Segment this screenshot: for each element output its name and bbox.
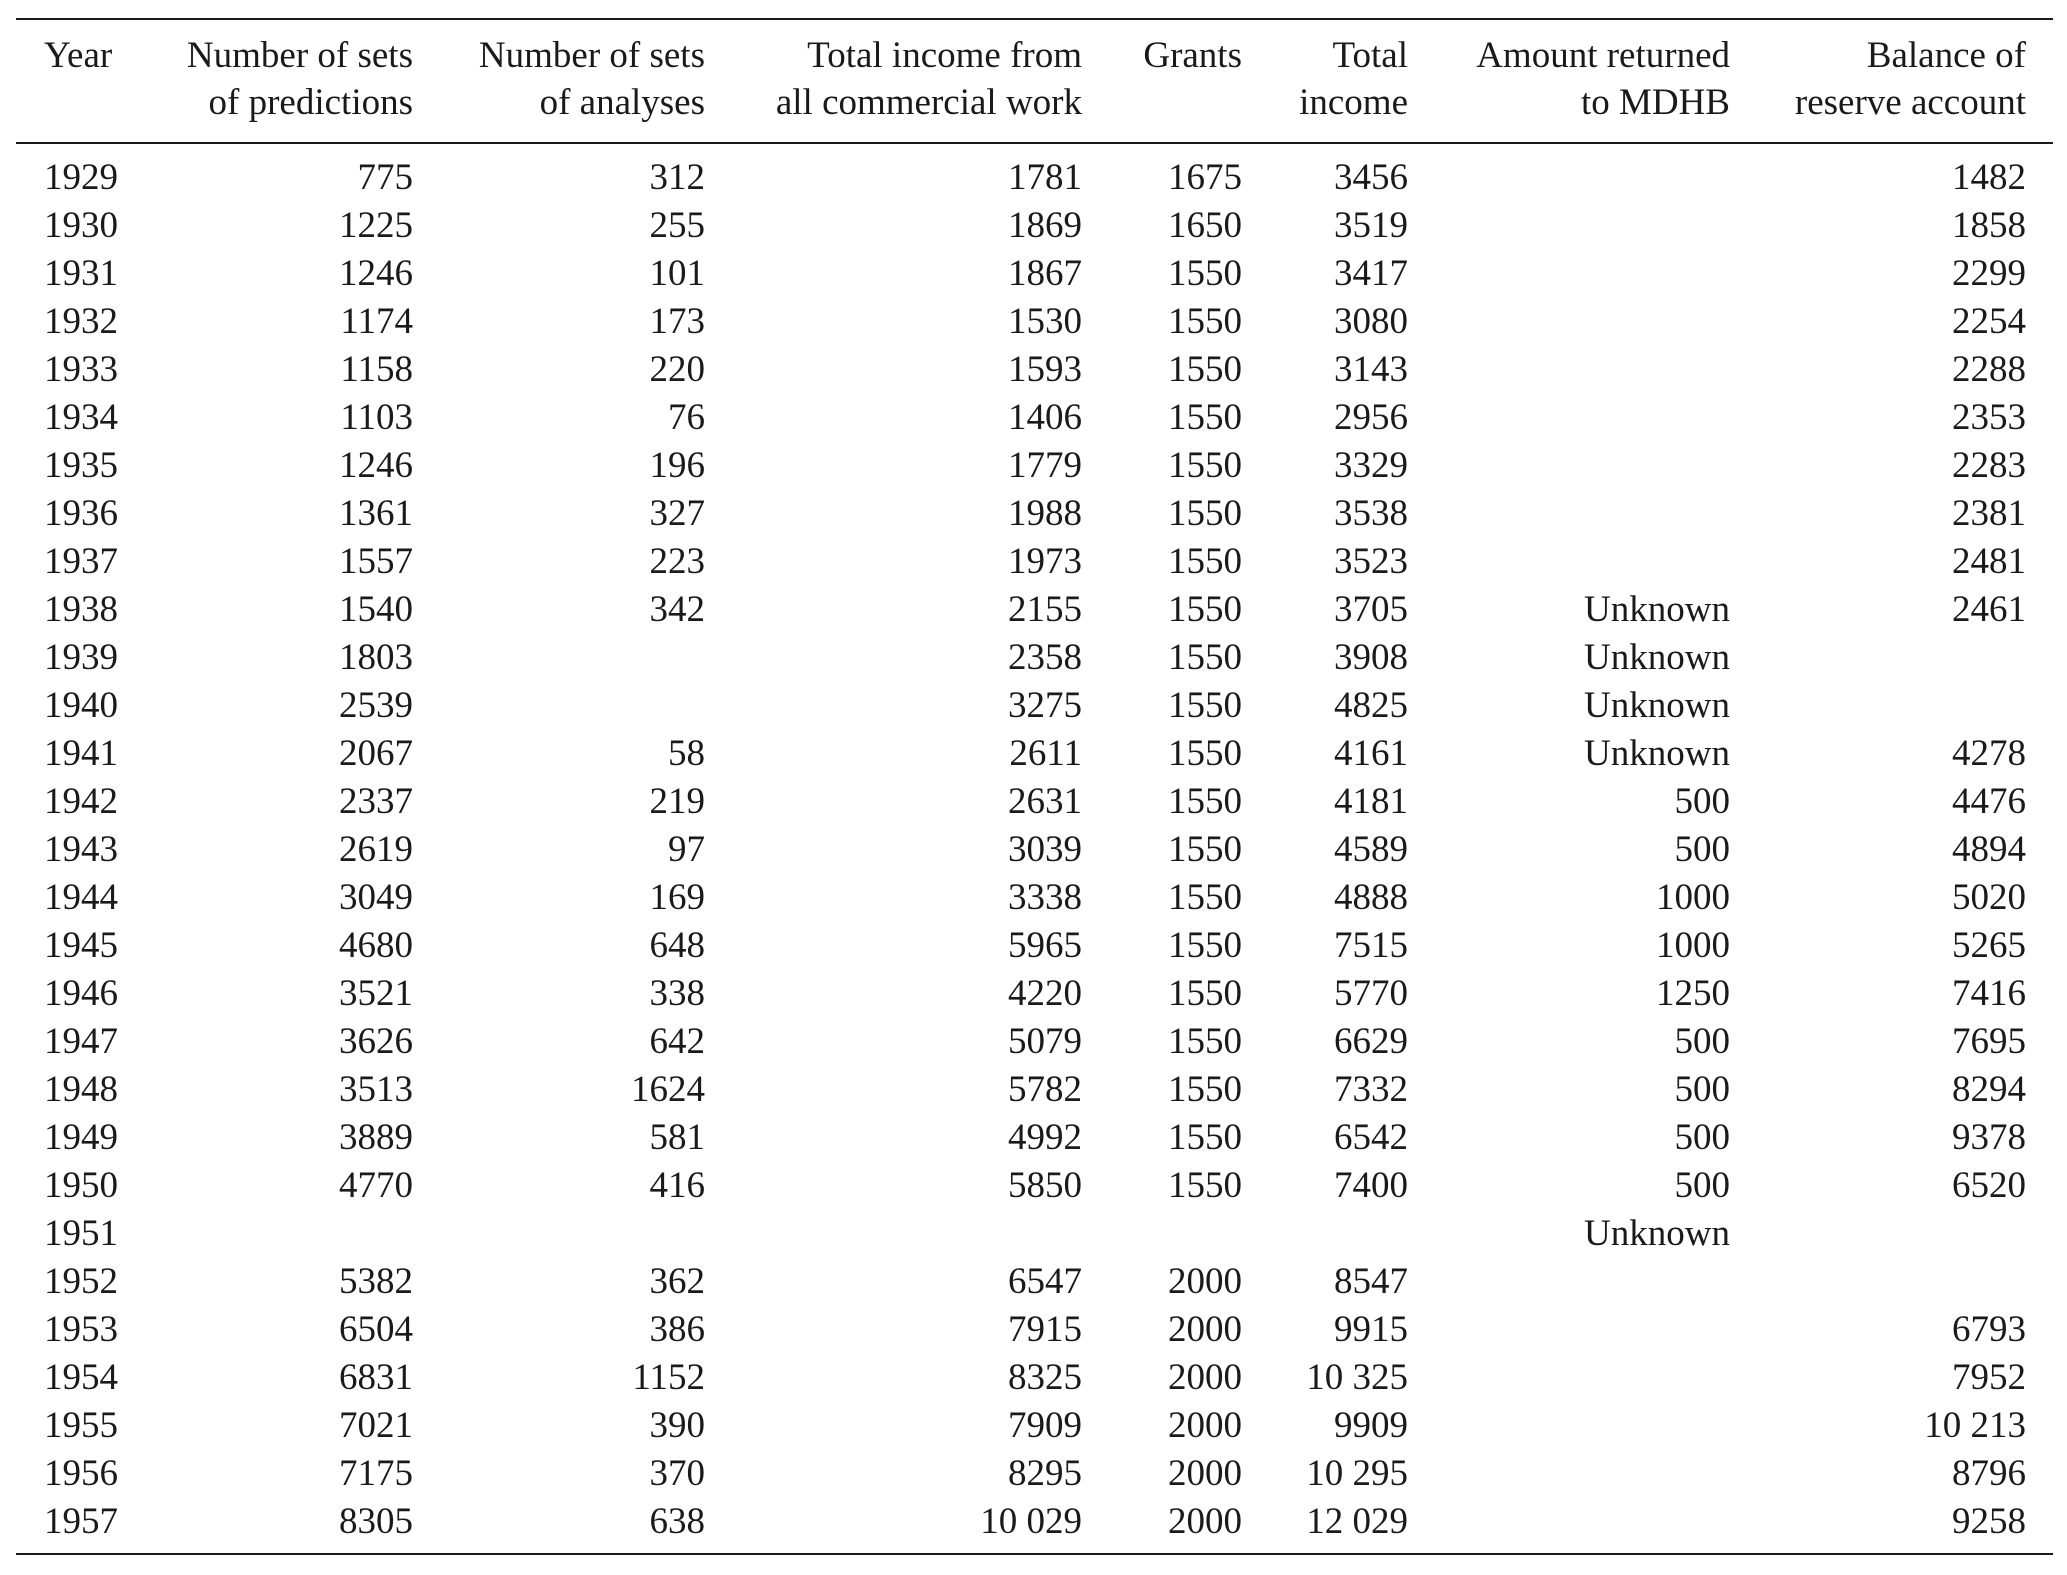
table-row: [0, 586, 2067, 634]
cell-year: 1943: [44, 829, 118, 870]
cell-year: 1929: [44, 157, 118, 198]
cell-total-income: 4181: [1334, 781, 1408, 822]
cell-reserve-balance: 9378: [1952, 1117, 2026, 1158]
cell-year: 1932: [44, 301, 118, 342]
cell-commercial-income: 1593: [1008, 349, 1082, 390]
cell-predictions: 1540: [339, 589, 413, 630]
cell-grants: 1550: [1168, 925, 1242, 966]
cell-reserve-balance: 8796: [1952, 1453, 2026, 1494]
cell-grants: 2000: [1168, 1357, 1242, 1398]
cell-predictions: 1103: [340, 397, 413, 438]
cell-year: 1940: [44, 685, 118, 726]
cell-predictions: 1361: [339, 493, 413, 534]
table-row: [0, 490, 2067, 538]
cell-commercial-income: 1869: [1008, 205, 1082, 246]
table-row: [0, 682, 2067, 730]
cell-total-income: 6542: [1334, 1117, 1408, 1158]
cell-analyses: 58: [668, 733, 705, 774]
cell-predictions: 775: [357, 157, 413, 198]
cell-commercial-income: 4220: [1008, 973, 1082, 1014]
cell-year: 1942: [44, 781, 118, 822]
cell-predictions: 8305: [339, 1501, 413, 1542]
cell-reserve-balance: 2254: [1952, 301, 2026, 342]
cell-analyses: 196: [649, 445, 705, 486]
cell-total-income: 6629: [1334, 1021, 1408, 1062]
cell-year: 1949: [44, 1117, 118, 1158]
table-row: [0, 250, 2067, 298]
cell-commercial-income: 2155: [1008, 589, 1082, 630]
cell-grants: 1675: [1168, 157, 1242, 198]
cell-predictions: 1246: [339, 253, 413, 294]
cell-returned-mdhb: 1000: [1656, 877, 1730, 918]
cell-reserve-balance: 7695: [1952, 1021, 2026, 1062]
cell-returned-mdhb: Unknown: [1584, 733, 1730, 774]
cell-year: 1952: [44, 1261, 118, 1302]
cell-commercial-income: 3275: [1008, 685, 1082, 726]
cell-commercial-income: 5079: [1008, 1021, 1082, 1062]
header-commercial-income: Total income from all commercial work: [775, 35, 1082, 123]
cell-reserve-balance: 2481: [1952, 541, 2026, 582]
cell-analyses: 173: [649, 301, 705, 342]
cell-total-income: 4161: [1334, 733, 1408, 774]
cell-reserve-balance: 6520: [1952, 1165, 2026, 1206]
cell-commercial-income: 5782: [1008, 1069, 1082, 1110]
cell-grants: 2000: [1168, 1261, 1242, 1302]
cell-total-income: 3456: [1334, 157, 1408, 198]
table-row: [0, 346, 2067, 394]
cell-grants: 1550: [1168, 397, 1242, 438]
cell-total-income: 4825: [1334, 685, 1408, 726]
table-row: [0, 1066, 2067, 1114]
table-row: [0, 634, 2067, 682]
cell-commercial-income: 1781: [1008, 157, 1082, 198]
table-row: [0, 1498, 2067, 1546]
table-row: [0, 442, 2067, 490]
table-row: [0, 1306, 2067, 1354]
cell-predictions: 6831: [339, 1357, 413, 1398]
cell-returned-mdhb: 1000: [1656, 925, 1730, 966]
cell-year: 1957: [44, 1501, 118, 1542]
cell-analyses: 362: [649, 1261, 705, 1302]
cell-analyses: 642: [649, 1021, 705, 1062]
cell-analyses: 581: [649, 1117, 705, 1158]
cell-commercial-income: 8295: [1008, 1453, 1082, 1494]
header-rule: [16, 142, 2053, 144]
cell-reserve-balance: 10 213: [1924, 1405, 2026, 1446]
cell-predictions: 3889: [339, 1117, 413, 1158]
cell-total-income: 3417: [1334, 253, 1408, 294]
cell-total-income: 3143: [1334, 349, 1408, 390]
cell-total-income: 3519: [1334, 205, 1408, 246]
cell-reserve-balance: 8294: [1952, 1069, 2026, 1110]
cell-total-income: 5770: [1334, 973, 1408, 1014]
cell-grants: 1550: [1168, 445, 1242, 486]
cell-reserve-balance: 7416: [1952, 973, 2026, 1014]
cell-analyses: 648: [649, 925, 705, 966]
table-row: [0, 874, 2067, 922]
table-row: [0, 730, 2067, 778]
top-rule: [16, 18, 2053, 20]
cell-returned-mdhb: Unknown: [1584, 1213, 1730, 1254]
cell-year: 1933: [44, 349, 118, 390]
cell-year: 1937: [44, 541, 118, 582]
cell-returned-mdhb: 500: [1674, 1069, 1730, 1110]
cell-analyses: 370: [649, 1453, 705, 1494]
cell-returned-mdhb: 1250: [1656, 973, 1730, 1014]
cell-reserve-balance: 4894: [1952, 829, 2026, 870]
cell-reserve-balance: 2381: [1952, 493, 2026, 534]
cell-grants: 1550: [1168, 877, 1242, 918]
cell-commercial-income: 1973: [1008, 541, 1082, 582]
cell-grants: 1550: [1168, 1069, 1242, 1110]
table-row: [0, 298, 2067, 346]
cell-reserve-balance: 5265: [1952, 925, 2026, 966]
cell-year: 1938: [44, 589, 118, 630]
cell-year: 1944: [44, 877, 118, 918]
cell-reserve-balance: 4476: [1952, 781, 2026, 822]
cell-grants: 1550: [1168, 829, 1242, 870]
cell-predictions: 4680: [339, 925, 413, 966]
cell-analyses: 638: [649, 1501, 705, 1542]
header-row: [0, 32, 2067, 132]
cell-commercial-income: 2358: [1008, 637, 1082, 678]
header-grants: Grants: [1143, 35, 1242, 76]
cell-analyses: 101: [649, 253, 705, 294]
cell-commercial-income: 5850: [1008, 1165, 1082, 1206]
table-row: [0, 1210, 2067, 1258]
cell-total-income: 9915: [1334, 1309, 1408, 1350]
cell-predictions: 2337: [339, 781, 413, 822]
cell-year: 1951: [44, 1213, 118, 1254]
cell-year: 1931: [44, 253, 118, 294]
cell-total-income: 3908: [1334, 637, 1408, 678]
cell-commercial-income: 8325: [1008, 1357, 1082, 1398]
cell-analyses: 390: [649, 1405, 705, 1446]
cell-returned-mdhb: 500: [1674, 781, 1730, 822]
cell-commercial-income: 1988: [1008, 493, 1082, 534]
cell-grants: 1550: [1168, 685, 1242, 726]
cell-grants: 1550: [1168, 301, 1242, 342]
cell-predictions: 6504: [339, 1309, 413, 1350]
table-row: [0, 778, 2067, 826]
cell-grants: 1650: [1168, 205, 1242, 246]
cell-predictions: 1246: [339, 445, 413, 486]
cell-year: 1935: [44, 445, 118, 486]
cell-analyses: 255: [649, 205, 705, 246]
cell-predictions: 3521: [339, 973, 413, 1014]
cell-grants: 1550: [1168, 541, 1242, 582]
cell-analyses: 416: [649, 1165, 705, 1206]
cell-total-income: 4589: [1334, 829, 1408, 870]
cell-predictions: 1803: [339, 637, 413, 678]
cell-predictions: 3049: [339, 877, 413, 918]
cell-year: 1934: [44, 397, 118, 438]
cell-grants: 1550: [1168, 589, 1242, 630]
cell-predictions: 1557: [339, 541, 413, 582]
cell-analyses: 76: [668, 397, 705, 438]
cell-commercial-income: 1867: [1008, 253, 1082, 294]
cell-reserve-balance: 2288: [1952, 349, 2026, 390]
cell-commercial-income: 5965: [1008, 925, 1082, 966]
cell-commercial-income: 3039: [1008, 829, 1082, 870]
cell-commercial-income: 2631: [1008, 781, 1082, 822]
cell-grants: 1550: [1168, 973, 1242, 1014]
cell-total-income: 4888: [1334, 877, 1408, 918]
cell-analyses: 327: [649, 493, 705, 534]
cell-commercial-income: 7915: [1008, 1309, 1082, 1350]
header-analyses: Number of sets of analyses: [478, 35, 705, 123]
cell-reserve-balance: 2283: [1952, 445, 2026, 486]
cell-grants: 1550: [1168, 493, 1242, 534]
table-row: [0, 1450, 2067, 1498]
header-predictions: Number of sets of predictions: [186, 35, 413, 123]
cell-grants: 2000: [1168, 1309, 1242, 1350]
table-body: [0, 154, 2067, 1546]
cell-returned-mdhb: 500: [1674, 829, 1730, 870]
cell-total-income: 8547: [1334, 1261, 1408, 1302]
cell-year: 1954: [44, 1357, 118, 1398]
bottom-rule: [16, 1553, 2053, 1555]
cell-total-income: 2956: [1334, 397, 1408, 438]
cell-analyses: 386: [649, 1309, 705, 1350]
cell-year: 1936: [44, 493, 118, 534]
cell-total-income: 7515: [1334, 925, 1408, 966]
cell-predictions: 1158: [340, 349, 413, 390]
table-row: [0, 826, 2067, 874]
cell-predictions: 5382: [339, 1261, 413, 1302]
header-total-income: Total income: [1299, 35, 1408, 123]
table-row: [0, 1258, 2067, 1306]
cell-predictions: 4770: [339, 1165, 413, 1206]
cell-reserve-balance: 7952: [1952, 1357, 2026, 1398]
cell-total-income: 10 295: [1306, 1453, 1408, 1494]
cell-returned-mdhb: 500: [1674, 1021, 1730, 1062]
cell-predictions: 2539: [339, 685, 413, 726]
cell-grants: 2000: [1168, 1453, 1242, 1494]
cell-returned-mdhb: Unknown: [1584, 685, 1730, 726]
cell-grants: 1550: [1168, 637, 1242, 678]
cell-reserve-balance: 9258: [1952, 1501, 2026, 1542]
cell-predictions: 2619: [339, 829, 413, 870]
cell-predictions: 1225: [339, 205, 413, 246]
cell-commercial-income: 2611: [1009, 733, 1082, 774]
table-row: [0, 154, 2067, 202]
cell-reserve-balance: 5020: [1952, 877, 2026, 918]
cell-analyses: 219: [649, 781, 705, 822]
cell-total-income: 10 325: [1306, 1357, 1408, 1398]
cell-grants: 1550: [1168, 1117, 1242, 1158]
cell-commercial-income: 6547: [1008, 1261, 1082, 1302]
cell-total-income: 7400: [1334, 1165, 1408, 1206]
cell-year: 1948: [44, 1069, 118, 1110]
cell-returned-mdhb: Unknown: [1584, 637, 1730, 678]
cell-reserve-balance: 1482: [1952, 157, 2026, 198]
cell-predictions: 2067: [339, 733, 413, 774]
cell-year: 1955: [44, 1405, 118, 1446]
cell-year: 1953: [44, 1309, 118, 1350]
cell-year: 1946: [44, 973, 118, 1014]
cell-total-income: 3523: [1334, 541, 1408, 582]
cell-year: 1941: [44, 733, 118, 774]
table-row: [0, 970, 2067, 1018]
cell-grants: 2000: [1168, 1501, 1242, 1542]
cell-commercial-income: 1406: [1008, 397, 1082, 438]
cell-total-income: 7332: [1334, 1069, 1408, 1110]
cell-grants: 1550: [1168, 1165, 1242, 1206]
header-reserve-balance: Balance of reserve account: [1794, 35, 2026, 123]
table-row: [0, 538, 2067, 586]
table-row: [0, 394, 2067, 442]
cell-total-income: 3705: [1334, 589, 1408, 630]
cell-commercial-income: 10 029: [980, 1501, 1082, 1542]
cell-analyses: 169: [649, 877, 705, 918]
cell-analyses: 97: [668, 829, 705, 870]
cell-predictions: 3626: [339, 1021, 413, 1062]
cell-analyses: 1624: [631, 1069, 705, 1110]
cell-commercial-income: 4992: [1008, 1117, 1082, 1158]
cell-analyses: 338: [649, 973, 705, 1014]
cell-grants: 1550: [1168, 781, 1242, 822]
cell-total-income: 9909: [1334, 1405, 1408, 1446]
table-row: [0, 1354, 2067, 1402]
cell-reserve-balance: 6793: [1952, 1309, 2026, 1350]
cell-reserve-balance: 1858: [1952, 205, 2026, 246]
cell-total-income: 3538: [1334, 493, 1408, 534]
cell-grants: 1550: [1168, 253, 1242, 294]
cell-year: 1947: [44, 1021, 118, 1062]
table-row: [0, 1114, 2067, 1162]
cell-year: 1950: [44, 1165, 118, 1206]
cell-predictions: 7021: [339, 1405, 413, 1446]
cell-total-income: 3329: [1334, 445, 1408, 486]
cell-grants: 2000: [1168, 1405, 1242, 1446]
cell-predictions: 7175: [339, 1453, 413, 1494]
cell-commercial-income: 1779: [1008, 445, 1082, 486]
cell-year: 1939: [44, 637, 118, 678]
cell-grants: 1550: [1168, 349, 1242, 390]
cell-reserve-balance: 2461: [1952, 589, 2026, 630]
table-row: [0, 1402, 2067, 1450]
cell-year: 1930: [44, 205, 118, 246]
cell-grants: 1550: [1168, 733, 1242, 774]
cell-total-income: 12 029: [1306, 1501, 1408, 1542]
cell-predictions: 3513: [339, 1069, 413, 1110]
cell-analyses: 312: [649, 157, 705, 198]
cell-returned-mdhb: 500: [1674, 1117, 1730, 1158]
cell-commercial-income: 3338: [1008, 877, 1082, 918]
cell-returned-mdhb: 500: [1674, 1165, 1730, 1206]
cell-grants: 1550: [1168, 1021, 1242, 1062]
cell-commercial-income: 1530: [1008, 301, 1082, 342]
cell-reserve-balance: 2299: [1952, 253, 2026, 294]
cell-commercial-income: 7909: [1008, 1405, 1082, 1446]
table-row: [0, 922, 2067, 970]
cell-analyses: 1152: [632, 1357, 705, 1398]
cell-analyses: 220: [649, 349, 705, 390]
cell-analyses: 223: [649, 541, 705, 582]
cell-returned-mdhb: Unknown: [1584, 589, 1730, 630]
cell-year: 1956: [44, 1453, 118, 1494]
table-row: [0, 202, 2067, 250]
cell-year: 1945: [44, 925, 118, 966]
header-returned-mdhb: Amount returned to MDHB: [1476, 35, 1730, 123]
table-row: [0, 1162, 2067, 1210]
cell-predictions: 1174: [340, 301, 413, 342]
table-row: [0, 1018, 2067, 1066]
cell-reserve-balance: 4278: [1952, 733, 2026, 774]
cell-analyses: 342: [649, 589, 705, 630]
cell-total-income: 3080: [1334, 301, 1408, 342]
cell-reserve-balance: 2353: [1952, 397, 2026, 438]
header-year: Year: [44, 35, 113, 76]
